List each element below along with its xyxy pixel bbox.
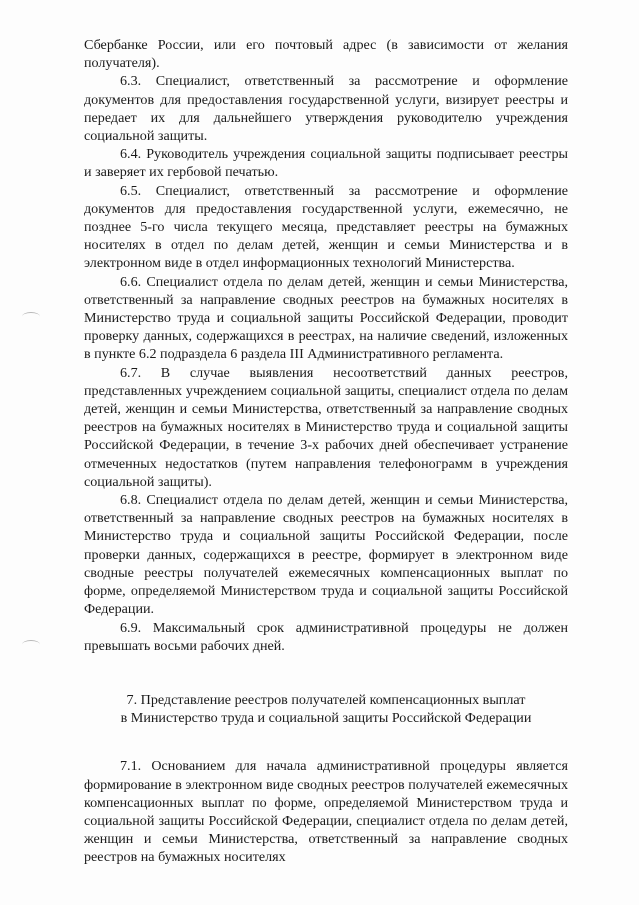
paragraph-6-4: 6.4. Руководитель учреждения социальной защиты подписывает реестры и заверяет их гербовой печатью. — [84, 146, 568, 181]
paragraph-6-3: 6.3. Специалист, ответственный за рассмотрение и оформление документов для предоставления государственной услуги, визирует реестры и передает их для дальнейшего утверждения руководителю учреждения социальной защиты. — [84, 73, 568, 145]
scan-artifact-mark — [22, 312, 40, 321]
paragraph-6-8: 6.8. Специалист отдела по делам детей, женщин и семьи Министерства, ответственный за направление сводных реестров на бумажных носителях в Министерство труда и социальной защиты Российской Федерации, после проверки данных, содержащихся в реестре, формирует в электронном виде сводные реестры получателей ежемесячных компенсационных выплат по форме, определяемой Министерством труда и социальной защиты Российской Федерации. — [84, 492, 568, 618]
section-heading-7 — [84, 691, 568, 727]
paragraph-continuation: Сбербанке России, или его почтовый адрес (в зависимости от желания получателя). — [84, 37, 568, 72]
section-heading-line: 7. Представление реестров получателей компенсационных выплат — [126, 691, 526, 708]
paragraph-7-1: 7.1. Основанием для начала административной процедуры является формирование в электронном виде сводных реестров получателей ежемесячных компенсационных выплат по форме, определяемой Министерством труда и социальной защиты Российской Федерации, специалист отдела по делам детей, женщин и семьи Министерства, ответственный за направление сводных реестров на бумажных носителях — [84, 758, 568, 866]
paragraph-6-7: 6.7. В случае выявления несоответствий данных реестров, представленных учреждением социальной защиты, специалист отдела по делам детей, женщин и семьи Министерства, ответственный за направление сводных реестров на бумажных носителях в Министерство труда и социальной защиты Российской Федерации, в течение 3-х рабочих дней обеспечивает устранение отмеченных недостатков (путем направления телефонограмм в учреждения социальной защиты). — [84, 364, 568, 490]
paragraph-6-6: 6.6. Специалист отдела по делам детей, женщин и семьи Министерства, ответственный за направление сводных реестров на бумажных носителях в Министерство труда и социальной защиты Российской Федерации, проводит проверку данных, содержащихся в реестрах, на наличие сведений, изложенных в пункте 6.2 подраздела 6 раздела III Административного регламента. — [84, 273, 568, 363]
document-body — [84, 36, 568, 867]
paragraph-6-9: 6.9. Максимальный срок административной процедуры не должен превышать восьми рабочих дней. — [84, 619, 568, 654]
section-heading-line: в Министерство труда и социальной защиты Российской Федерации — [120, 710, 532, 727]
scan-artifact-mark — [22, 640, 40, 649]
paragraph-6-5: 6.5. Специалист, ответственный за рассмотрение и оформление документов для предоставления государственной услуги, ежемесячно, не позднее 5-го числа текущего месяца, представляет реестры на бумажных носителях в отдел по делам детей, женщин и семьи Министерства и в электронном виде в отдел информационных технологий Министерства. — [84, 182, 568, 272]
